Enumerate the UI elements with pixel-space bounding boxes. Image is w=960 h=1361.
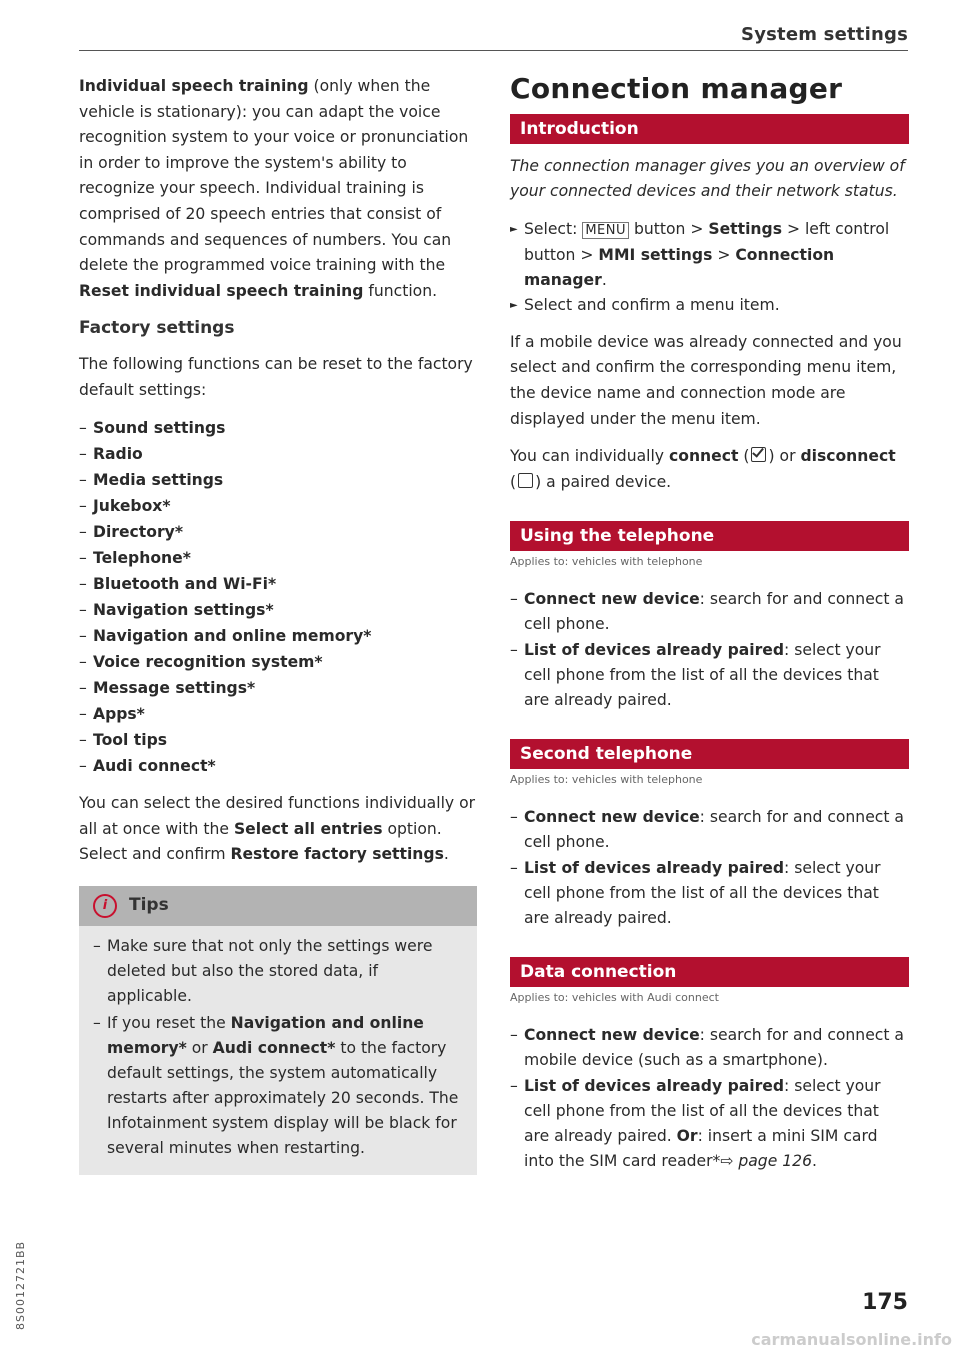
- list-item: – Sound settings: [79, 415, 477, 441]
- menu-key: MENU: [582, 222, 629, 239]
- list-item: – Navigation and online memory*: [79, 623, 477, 649]
- data-connection-list: [510, 1023, 909, 1174]
- list-item: – Message settings*: [79, 675, 477, 701]
- section-header: System settings: [741, 24, 908, 45]
- list-item: – Telephone*: [79, 545, 477, 571]
- applies-note: Applies to: vehicles with telephone: [510, 555, 703, 569]
- document-id: 8S0012721BB: [14, 1240, 27, 1330]
- watermark: carmanualsonline.info: [751, 1330, 952, 1349]
- section-bar-second-telephone: Second telephone: [510, 739, 909, 769]
- section-bar-introduction: Introduction: [510, 114, 909, 144]
- tip-item: – Make sure that not only the settings were deleted but also the stored data, if applicable.: [93, 934, 463, 1009]
- right-column: [510, 74, 909, 1175]
- list-item: – Directory*: [79, 519, 477, 545]
- select-all-paragraph: You can select the desired functions individually or all at once with the Select all entries option. Select and confirm Restore factory settings.: [79, 794, 476, 864]
- tips-title: Tips: [129, 895, 169, 916]
- list-item: – List of devices already paired: select your cell phone from the list of all the devices that are already paired.: [510, 638, 909, 713]
- tips-header: [79, 886, 477, 926]
- factory-settings-heading: Factory settings: [79, 318, 235, 339]
- page-reference-link[interactable]: ⇨ page 126: [720, 1152, 813, 1171]
- tips-box: [79, 886, 477, 1175]
- list-item: – Audi connect*: [79, 753, 477, 779]
- list-item: – Voice recognition system*: [79, 649, 477, 675]
- list-item: – Bluetooth and Wi-Fi*: [79, 571, 477, 597]
- factory-intro: The following functions can be reset to the factory default settings:: [79, 354, 473, 399]
- list-item: – Connect new device: search for and connect a cell phone.: [510, 587, 909, 637]
- list-item: – Jukebox*: [79, 493, 477, 519]
- header-rule: [79, 50, 908, 51]
- checked-box-icon: [751, 447, 766, 462]
- reset-training-term: Reset individual speech training: [79, 281, 364, 300]
- telephone-list: [510, 587, 909, 713]
- step-item: ► Select: MENU button > Settings > left control button > MMI settings > Connection manager.: [510, 217, 909, 293]
- page-number: 175: [862, 1290, 908, 1315]
- step-item: ► Select and confirm a menu item.: [510, 293, 909, 318]
- list-item: – Connect new device: search for and connect a mobile device (such as a smartphone).: [510, 1023, 909, 1073]
- list-item: – Radio: [79, 441, 477, 467]
- left-column: [79, 74, 477, 1175]
- unchecked-box-icon: [518, 473, 533, 488]
- list-item: – Tool tips: [79, 727, 477, 753]
- list-item: – Navigation settings*: [79, 597, 477, 623]
- section-bar-data-connection: Data connection: [510, 957, 909, 987]
- connect-disconnect-paragraph: You can individually connect ( ) or disconnect ( ) a paired device.: [510, 447, 896, 491]
- connected-device-paragraph: If a mobile device was already connected and you select and confirm the corresponding menu item, the device name and connection mode are displayed under the menu item.: [510, 332, 902, 428]
- page-title: Connection manager: [510, 72, 843, 105]
- list-item: – Connect new device: search for and connect a cell phone.: [510, 805, 909, 855]
- tips-list: [79, 926, 477, 1169]
- applies-note: Applies to: vehicles with Audi connect: [510, 991, 719, 1005]
- list-item: – Media settings: [79, 467, 477, 493]
- speech-training-term: Individual speech training: [79, 77, 309, 95]
- applies-note: Applies to: vehicles with telephone: [510, 773, 703, 787]
- info-icon: i: [93, 894, 117, 918]
- intro-text: The connection manager gives you an overview of your connected devices and their network status.: [510, 156, 905, 201]
- reset-function-list: [79, 415, 477, 779]
- section-bar-using-telephone: Using the telephone: [510, 521, 909, 551]
- second-telephone-list: [510, 805, 909, 931]
- step-list: [510, 217, 909, 318]
- speech-training-paragraph: Individual speech training (only when the vehicle is stationary): you can adapt the voice recognition system to your voice or pronunciation in order to improve the system's ability to recognize your speech. Individual training is comprised of 20 speech entries that consist of commands and sequences of numbers. You can delete the programmed voice training with the Reset individual speech training function.: [79, 77, 469, 300]
- list-item: – List of devices already paired: select your cell phone from the list of all the devices that are already paired. Or: insert a mini SIM card into the SIM card reader*⇨ page 126.: [510, 1074, 909, 1174]
- list-item: – List of devices already paired: select your cell phone from the list of all the devices that are already paired.: [510, 856, 909, 931]
- list-item: – Apps*: [79, 701, 477, 727]
- tip-item: – If you reset the Navigation and online memory* or Audi connect* to the factory default settings, the system automatically restarts after approximately 20 seconds. The Infotainment system display will be black for several minutes when restarting.: [93, 1011, 463, 1161]
